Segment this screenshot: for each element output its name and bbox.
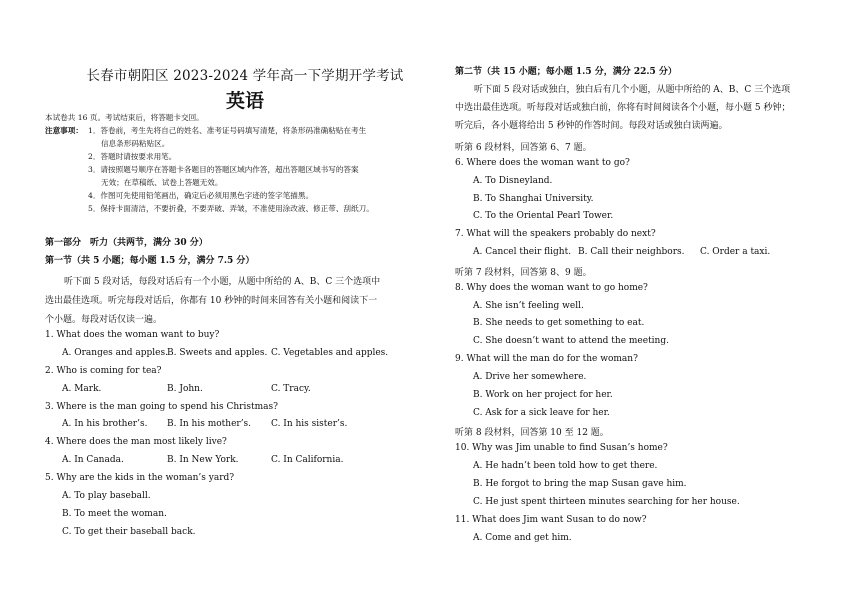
q1-option-a: A. Oranges and apples. [62, 348, 168, 358]
q7-option-a: A. Cancel their flight. [473, 247, 572, 257]
q3-option-b: B. In his mother’s. [167, 419, 252, 429]
section1-heading: 第一节（共 5 小题；每小题 1.5 分，满分 7.5 分） [45, 256, 255, 266]
q3-option-c: C. In his sister’s. [271, 419, 348, 429]
section2-instr-2: 中选出最佳选项。听每段对话或独白前，你将有时间阅读各个小题，每小题 5 秒钟； [455, 103, 791, 113]
q2-option-b: B. John. [167, 384, 203, 394]
note-3-cont: 无效；在草稿纸、试卷上答题无效。 [101, 178, 223, 187]
q4-option-b: B. In New York. [167, 455, 239, 465]
section1-instr-3: 个小题。每段对话仅读一遍。 [45, 315, 163, 325]
exam-subject: 英语 [225, 90, 264, 112]
q9-option-b: B. Work on her project for her. [473, 390, 613, 400]
q1-option-c: C. Vegetables and apples. [271, 348, 389, 358]
notes-label: 注意事项： [45, 126, 83, 135]
section1-instr-1: 听下面 5 段对话，每段对话后有一个小题，从题中所给的 A、B、C 三个选项中 [64, 277, 381, 287]
q10-option-c: C. He just spent thirteen minutes searching for her house. [473, 497, 740, 507]
note-3: 3．请按照题号顺序在答题卡各题目的答题区域内作答，超出答题区域书写的答案 [88, 165, 359, 174]
q5-option-c: C. To get their baseball back. [62, 527, 196, 537]
recording-7-label: 听第 7 段材料，回答第 8、9 题。 [455, 268, 592, 278]
question-5: 5. Why are the kids in the woman’s yard? [45, 473, 235, 483]
q4-option-c: C. In California. [271, 455, 344, 465]
note-2: 2．答题时请按要求用笔。 [88, 152, 177, 161]
q9-option-c: C. Ask for a sick leave for her. [473, 408, 610, 418]
q10-option-a: A. He hadn’t been told how to get there. [473, 461, 658, 471]
note-4: 4．作图可先使用铅笔画出，确定后必须用黑色字迹的签字笔描黑。 [88, 191, 314, 200]
q6-option-a: A. To Disneyland. [473, 176, 553, 186]
q7-option-c: C. Order a taxi. [700, 247, 771, 257]
q1-option-b: B. Sweets and apples. [167, 348, 268, 358]
section2-instr-1: 听下面 5 段对话或独白，独白后有几个小题，从题中所给的 A、B、C 三个选项 [474, 85, 791, 95]
question-3: 3. Where is the man going to spend his Christmas? [45, 402, 278, 412]
section2-heading: 第二节（共 15 小题；每小题 1.5 分，满分 22.5 分） [455, 67, 677, 77]
q9-option-a: A. Drive her somewhere. [473, 372, 587, 382]
q2-option-c: C. Tracy. [271, 384, 311, 394]
question-1: 1. What does the woman want to buy? [45, 330, 220, 340]
question-6: 6. Where does the woman want to go? [455, 158, 630, 168]
q8-option-b: B. She needs to get something to eat. [473, 318, 645, 328]
part1-heading: 第一部分 听力（共两节，满分 30 分） [45, 238, 208, 248]
question-2: 2. Who is coming for tea? [45, 366, 162, 376]
section1-instr-2: 选出最佳选项。听完每段对话后，你都有 10 秒钟的时间来回答有关小题和阅读下一 [45, 296, 378, 306]
question-8: 8. Why does the woman want to go home? [455, 283, 648, 293]
question-10: 10. Why was Jim unable to find Susan’s home? [455, 443, 668, 453]
question-9: 9. What will the man do for the woman? [455, 354, 638, 364]
note-1-cont: 信息条形码粘贴区。 [101, 139, 170, 148]
q4-option-a: A. In Canada. [62, 455, 124, 465]
question-7: 7. What will the speakers probably do next? [455, 229, 656, 239]
question-4: 4. Where does the man most likely live? [45, 437, 227, 447]
exam-title: 长春市朝阳区 2023-2024 学年高一下学期开学考试 [86, 68, 404, 84]
q2-option-a: A. Mark. [62, 384, 102, 394]
q5-option-b: B. To meet the woman. [62, 509, 167, 519]
note-5: 5．保持卡面清洁，不要折叠，不要弄破、弄皱，不准使用涂改液、修正带、刮纸刀。 [88, 204, 374, 213]
q10-option-b: B. He forgot to bring the map Susan gave him. [473, 479, 687, 489]
q6-option-b: B. To Shanghai University. [473, 194, 594, 204]
note-1: 1．答卷前，考生先将自己的姓名、准考证号码填写清楚，将条形码准确粘贴在考生 [88, 126, 367, 135]
intro-line: 本试卷共 16 页。考试结束后，将答题卡交回。 [45, 113, 204, 122]
q11-option-a: A. Come and get him. [473, 533, 572, 543]
q8-option-c: C. She doesn’t want to attend the meeting. [473, 336, 669, 346]
recording-6-label: 听第 6 段材料，回答第 6、7 题。 [455, 143, 592, 153]
question-11: 11. What does Jim want Susan to do now? [455, 515, 647, 525]
q5-option-a: A. To play baseball. [62, 491, 151, 501]
section2-instr-3: 听完后，各小题将给出 5 秒钟的作答时间。每段对话或独白读两遍。 [455, 121, 728, 131]
q3-option-a: A. In his brother’s. [62, 419, 148, 429]
q8-option-a: A. She isn’t feeling well. [473, 301, 584, 311]
q6-option-c: C. To the Oriental Pearl Tower. [473, 211, 614, 221]
q7-option-b: B. Call their neighbors. [578, 247, 685, 257]
recording-8-label: 听第 8 段材料，回答第 10 至 12 题。 [455, 428, 609, 438]
